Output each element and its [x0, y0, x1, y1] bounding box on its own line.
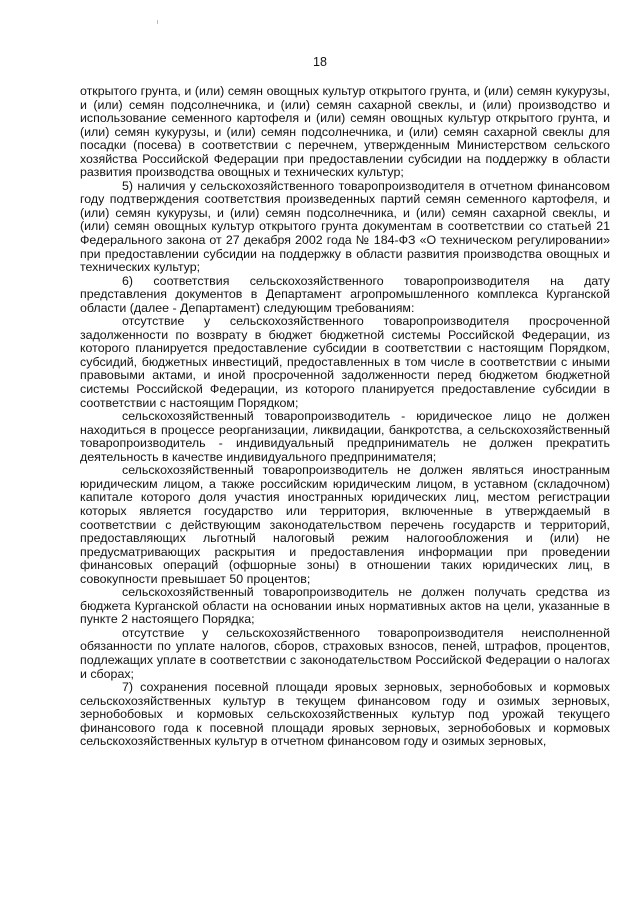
paragraph-item-7: 7) сохранения посевной площади яровых зерновых, зернобобовых и кормовых сельскохозяйственных культур в текущем финансовом году и озимых зерновых, зернобобовых и кормовых сельскохозяйственных культур под урожай текущего финансового года к посевной площади яровых зерновых, зернобобовых и кормовых сельскохозяйственных культур в отчетном финансовом году и озимых зерновых, [80, 680, 610, 749]
paragraph-no-reorganization-requirement: сельскохозяйственный товаропроизводитель - юридическое лицо не должен находиться в процессе реорганизации, ликвидации, банкротства, а сельскохозяйственный товаропроизводитель - индивидуальный предприниматель не должен прекратить деятельность в качестве индивидуального предпринимателя; [80, 409, 610, 464]
paragraph-not-foreign-entity-requirement: сельскохозяйственный товаропроизводитель не должен являться иностранным юридическим лицом, а также российским юридическим лицом, в уставном (складочном) капитале которого доля участия иностранных юридических лиц, местом регистрации которых является государство или территория, включенные в утверждаемый в соответствии с действующим законодательством перечень государств и территорий, предоставляющих льготный налоговый режим налогообложения и (или) не предусматривающих раскрытия и предоставления информации при проведении финансовых операций (офшорные зоны) в отношении таких юридических лиц, в совокупности превышает 50 процентов; [80, 463, 610, 586]
paragraph-no-other-funds-requirement: сельскохозяйственный товаропроизводитель не должен получать средства из бюджета Курганской области на основании иных нормативных актов на цели, указанные в пункте 2 настоящего Порядка; [80, 585, 610, 627]
paragraph-no-tax-arrears-requirement: отсутствие у сельскохозяйственного товаропроизводителя неисполненной обязанности по уплате налогов, сборов, страховых взносов, пеней, штрафов, процентов, подлежащих уплате в соответствии с законодательством Российской Федерации о налогах и сборах; [80, 625, 610, 681]
document-body [80, 85, 610, 749]
scan-mark [157, 20, 158, 24]
paragraph-no-debt-requirement: отсутствие у сельскохозяйственного товаропроизводителя просроченной задолженности по возврату в бюджет бюджетной системы Российской Федерации, из которого планируется предоставление субсидии в соответствии с настоящим Порядком, субсидий, бюджетных инвестиций, предоставленных в том числе в соответствии с иными правовыми актами, и иной просроченной задолженности перед бюджетом бюджетной системы Российской Федерации, из которого планируется предоставление субсидии в соответствии с настоящим Порядком; [80, 314, 610, 410]
paragraph-item-5: 5) наличия у сельскохозяйственного товаропроизводителя в отчетном финансовом году подтверждения соответствия произведенных партий семян семенного картофеля, и (или) семян кукурузы, и (или) семян подсолнечника, и (или) семян сахарной свеклы, и (или) семян овощных культур открытого грунта документам в соответствии со статьей 21 Федерального закона от 27 декабря 2002 года № 184-ФЗ «О техническом регулировании» при предоставлении субсидии на поддержку в области развития производства овощных и технических культур; [80, 178, 610, 275]
page-number: 18 [313, 55, 327, 69]
paragraph-item-6: 6) соответствия сельскохозяйственного товаропроизводителя на дату представления документов в Департамент агропромышленного комплекса Курганской области (далее - Департамент) следующим требованиям: [80, 273, 610, 315]
paragraph-seed-list-continuation: открытого грунта, и (или) семян овощных культур открытого грунта, и (или) семян кукурузы, и (или) семян подсолнечника, и (или) семян сахарной свеклы, и (или) производство и использование семенного картофеля и (или) семян овощных культур открытого грунта, и (или) семян кукурузы, и (или) семян подсолнечника, и (или) семян сахарной свеклы для посадки (посева) в соответствии с перечнем, утвержденным Министерством сельского хозяйства Российской Федерации при предоставлении субсидии на поддержку в области развития производства овощных и технических культур; [80, 84, 610, 180]
